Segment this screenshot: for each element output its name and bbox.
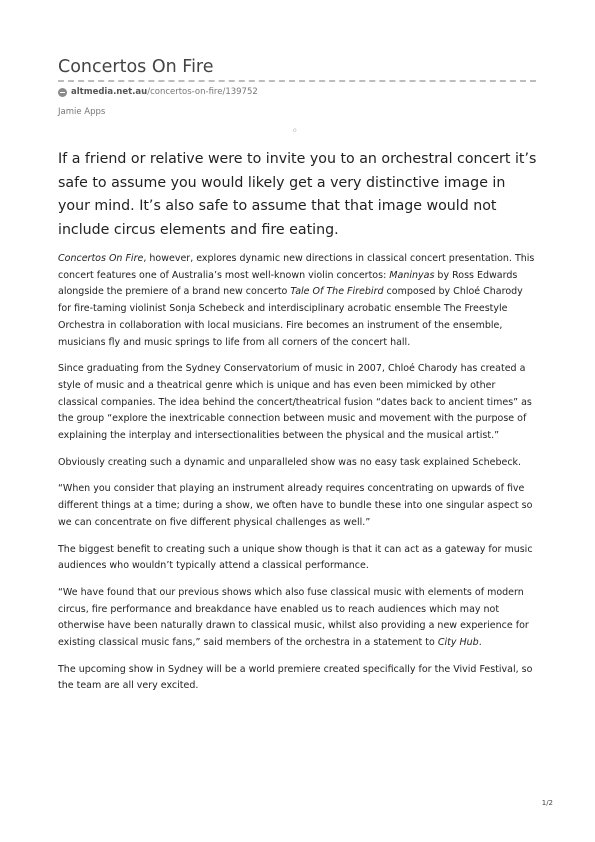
show-title: Concertos On Fire [58,253,144,264]
body-paragraph-7: The upcoming show in Sydney will be a world premiere created specifically for the Vivid Festival, so the team are all very excited. [58,663,533,692]
lead-paragraph: If a friend or relative were to invite you to an orchestral concert it’s safe to assume you would likely get a very distinctive image in your mind. It’s also safe to assume that that image would not include circus elements and fire eating. [58,151,537,238]
publication-name: City Hub [437,637,479,649]
body-paragraph-6: “We have found that our previous shows which also fuse classical music with elements of modern circus, fire performance and breakdance have enabled us to reach audiences which may not otherwise have been naturally drawn to classical music, whilst also providing a new experience for existing classical music fans,” said members of the orchestra in a statement to City Hub. [58,586,529,649]
work-title: Tale Of The Firebird [290,286,384,298]
source-domain[interactable]: altmedia.net.au [71,87,148,97]
author-name: Jamie Apps [58,107,106,117]
title-divider [58,80,536,82]
article-body [58,251,538,705]
body-paragraph-1: Concertos On Fire, however, explores dynamic new directions in classical concert presentation. This concert features one of Australia’s most well-known violin concertos: Maninyas by Ross Edwards alongside the premiere of a brand new concerto Tale Of The Firebird composed by Chloé Charody for fire-taming violinist Sonja Schebeck and interdisciplinary acrobatic ensemble The Freestyle Orchestra in collaboration with local musicians. Fire becomes an instrument of the ensemble, musicians fly and music springs to life from all corners of the concert hall. [58,253,535,348]
source-path[interactable]: /concertos-on-fire/139752 [147,87,258,97]
page-number: 1/2 [541,799,553,807]
page-title: Concertos On Fire [58,57,214,77]
image-placeholder-marker: o [293,127,297,134]
body-paragraph-4: “When you consider that playing an instrument already requires concentrating on upwards of five different things at a time; during a show, we often have to bundle these into one singular aspect so we can concentrate on five different physical challenges as well.” [58,483,533,528]
link-icon [58,88,67,97]
body-paragraph-2: Since graduating from the Sydney Conservatorium of music in 2007, Chloé Charody has created a style of music and a theatrical genre which is unique and has even been mimicked by other classical companies. The idea behind the concert/theatrical fusion “dates back to ancient times” as the group “explore the inextricable connection between music and movement with the purpose of explaining the interplay and intersectionalities between the physical and the musical artist.” [58,363,532,442]
body-paragraph-5: The biggest benefit to creating such a unique show though is that it can act as a gateway for music audiences who wouldn’t typically attend a classical performance. [58,543,533,572]
source-link[interactable] [58,85,258,99]
body-paragraph-3: Obviously creating such a dynamic and unparalleled show was no easy task explained Schebeck. [58,456,522,468]
work-title: Maninyas [389,269,435,281]
